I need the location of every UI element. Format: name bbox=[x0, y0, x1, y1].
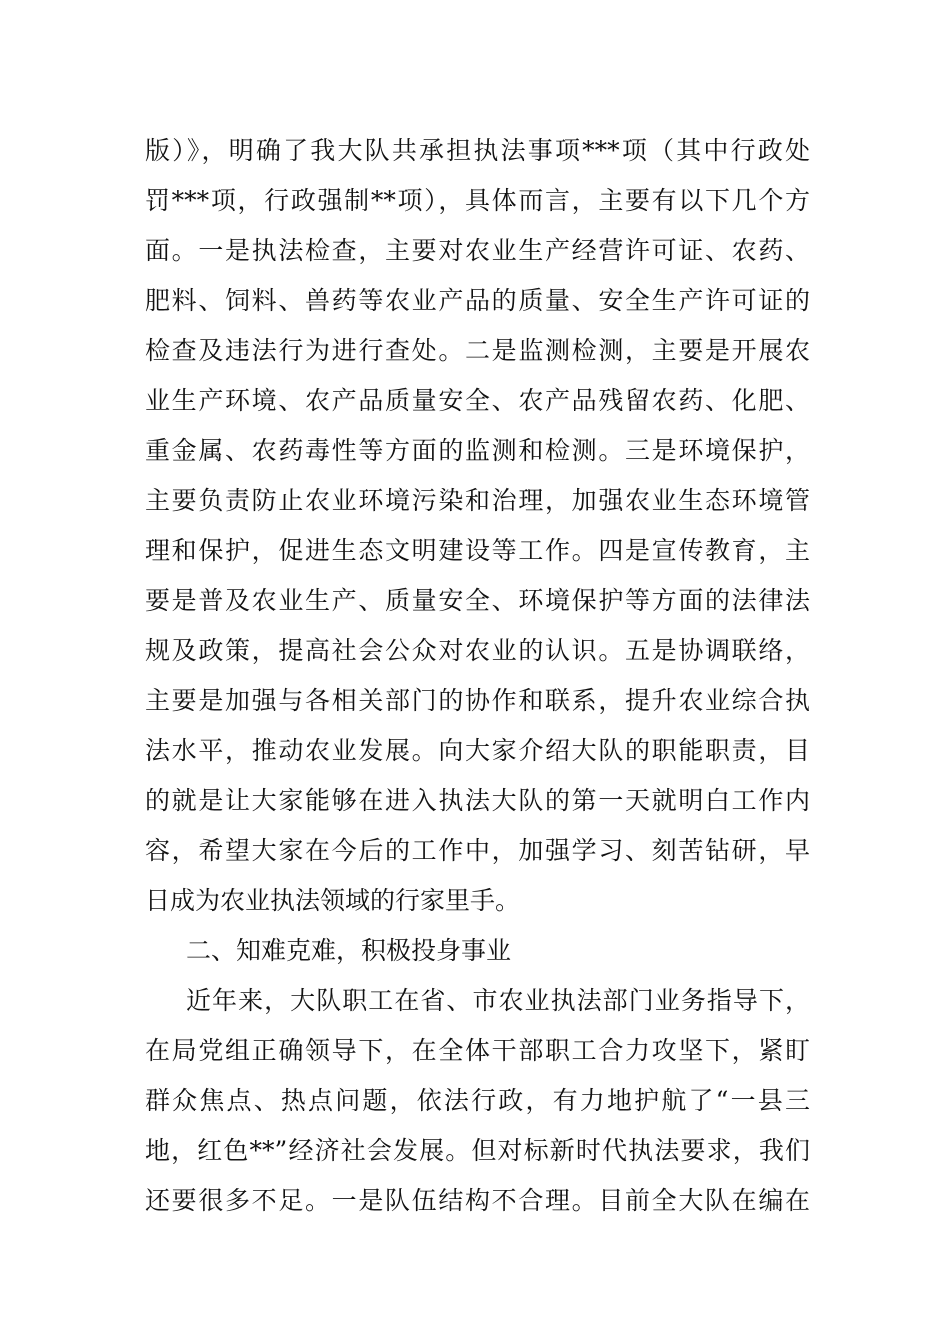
paragraph-line: 法水平，推动农业发展。向大家介绍大队的职能职责，目 bbox=[145, 736, 810, 765]
paragraph-line: 肥料、饲料、兽药等农业产品的质量、安全生产许可证的 bbox=[145, 286, 810, 315]
paragraph-line: 群众焦点、热点问题，依法行政，有力地护航了“一县三 bbox=[145, 1086, 810, 1115]
paragraph-line: 的就是让大家能够在进入执法大队的第一天就明白工作内 bbox=[145, 786, 810, 815]
paragraph-line: 理和保护，促进生态文明建设等工作。四是宣传教育，主 bbox=[145, 536, 810, 565]
paragraph-line: 还要很多不足。一是队伍结构不合理。目前全大队在编在 bbox=[145, 1186, 810, 1215]
paragraph-line: 主要负责防止农业环境污染和治理，加强农业生态环境管 bbox=[145, 486, 810, 515]
paragraph-line: 要是普及农业生产、质量安全、环境保护等方面的法律法 bbox=[145, 586, 810, 615]
section-heading: 二、知难克难，积极投身事业 bbox=[186, 936, 512, 965]
paragraph-line: 主要是加强与各相关部门的协作和联系，提升农业综合执 bbox=[145, 686, 810, 715]
paragraph-line: 规及政策，提高社会公众对农业的认识。五是协调联络， bbox=[145, 636, 810, 665]
paragraph-line: 重金属、农药毒性等方面的监测和检测。三是环境保护， bbox=[145, 436, 810, 465]
paragraph-line: 业生产环境、农产品质量安全、农产品残留农药、化肥、 bbox=[145, 386, 810, 415]
paragraph-line: 在局党组正确领导下，在全体干部职工合力攻坚下，紧盯 bbox=[145, 1036, 810, 1065]
paragraph-line: 罚***项，行政强制**项），具体而言，主要有以下几个方 bbox=[145, 186, 810, 215]
paragraph-line: 检查及违法行为进行查处。二是监测检测，主要是开展农 bbox=[145, 336, 810, 365]
paragraph-line: 地，红色**”经济社会发展。但对标新时代执法要求，我们 bbox=[145, 1136, 810, 1165]
paragraph-line: 版）》，明确了我大队共承担执法事项***项（其中行政处 bbox=[145, 136, 810, 165]
paragraph-line: 近年来，大队职工在省、市农业执法部门业务指导下， bbox=[186, 986, 810, 1015]
paragraph-line: 面。一是执法检查，主要对农业生产经营许可证、农药、 bbox=[145, 236, 810, 265]
paragraph-line: 日成为农业执法领域的行家里手。 bbox=[145, 886, 521, 915]
paragraph-line: 容，希望大家在今后的工作中，加强学习、刻苦钻研，早 bbox=[145, 836, 810, 865]
